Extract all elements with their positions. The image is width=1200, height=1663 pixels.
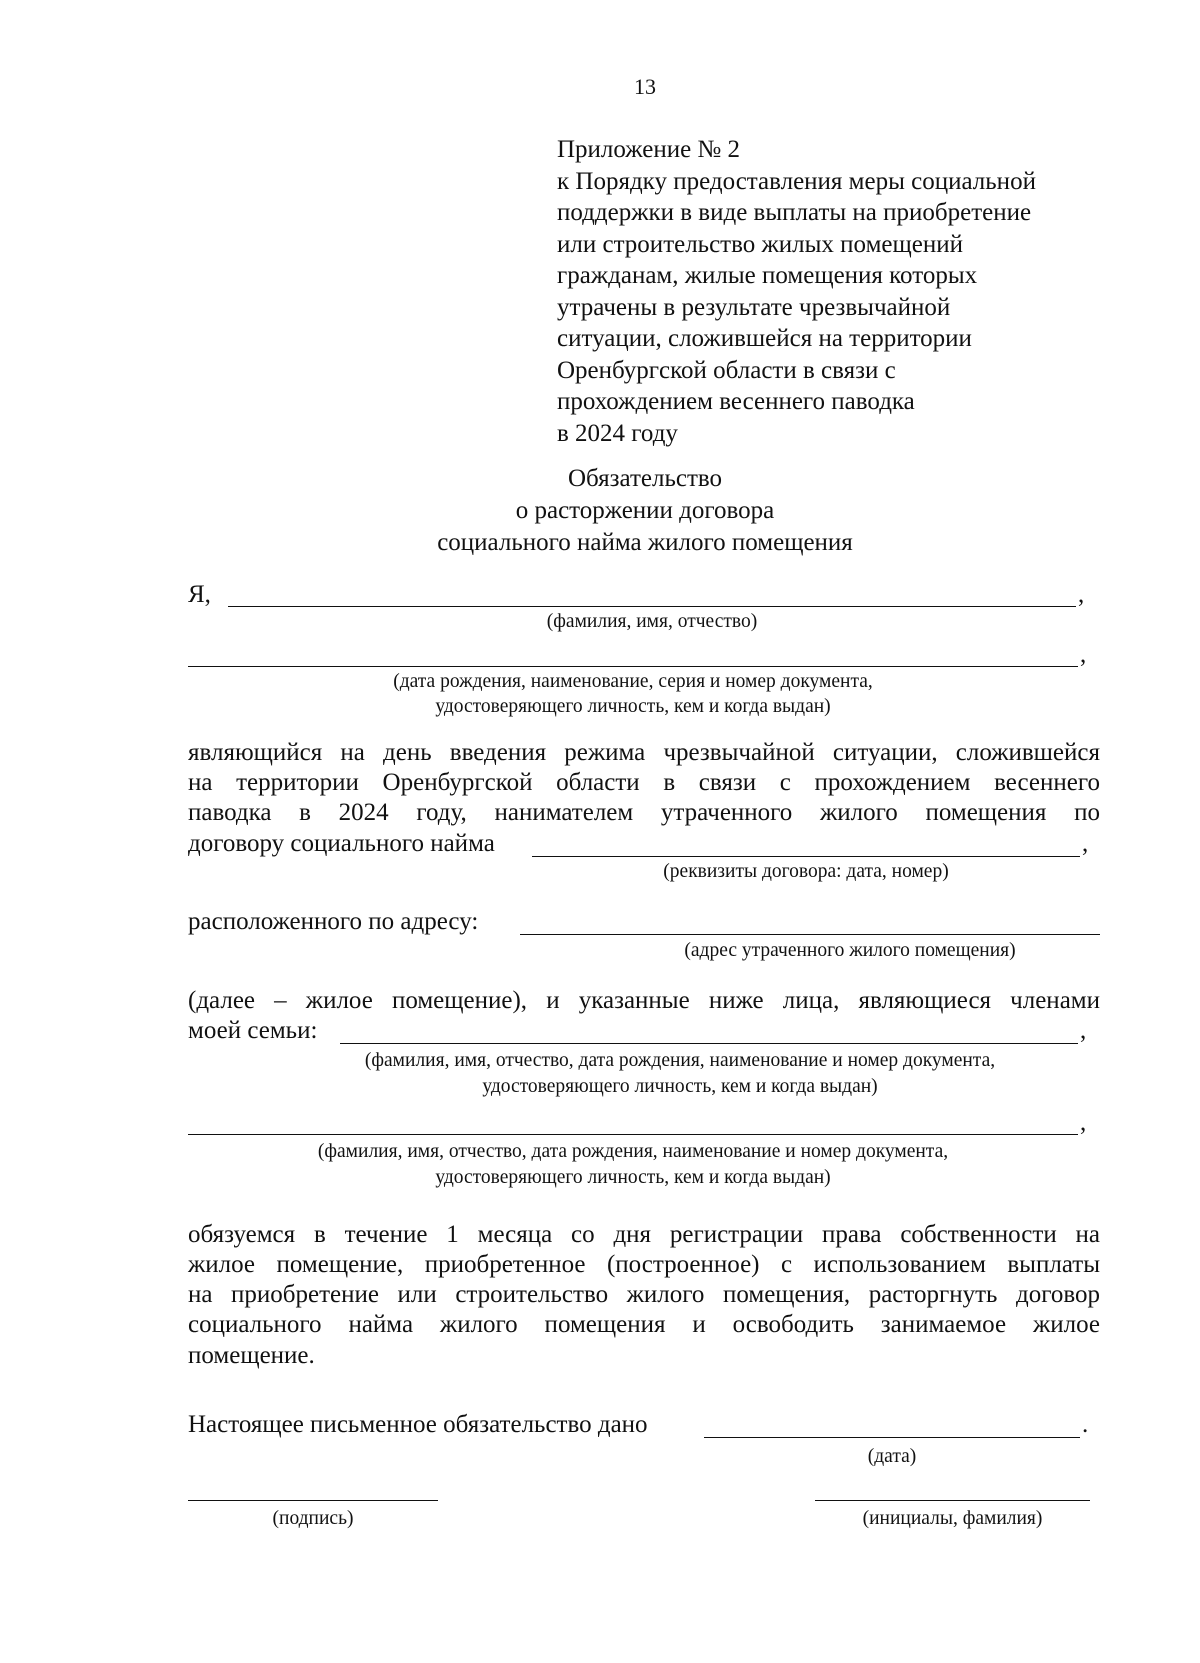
appendix-line: в 2024 году: [557, 419, 678, 447]
appendix-line: или строительство жилых помещений: [557, 230, 963, 258]
paragraph-line: на территории Оренбургской области в связи с прохождением весеннего: [188, 769, 1100, 796]
appendix-line: Оренбургской области в связи с: [557, 356, 896, 384]
comma: ,: [1080, 1109, 1087, 1136]
appendix-line: утрачены в результате чрезвычайной: [557, 293, 951, 321]
comma: ,: [1080, 1017, 1087, 1044]
appendix-line: поддержки в виде выплаты на приобретение: [557, 199, 1032, 226]
paragraph-line: социального найма жилого помещения и освободить занимаемое жилое: [188, 1311, 1100, 1338]
document-details-field[interactable]: [188, 666, 1078, 667]
caption-document-2: удостоверяющего личность, кем и когда выдан): [435, 696, 831, 717]
paragraph-line: помещение.: [188, 1342, 315, 1369]
initials-field[interactable]: [815, 1500, 1090, 1501]
comma: ,: [1080, 641, 1087, 668]
family-member-field[interactable]: [340, 1043, 1078, 1044]
caption-family-1: (фамилия, имя, отчество, дата рождения, наименование и номер документа,: [364, 1050, 996, 1071]
caption-contract: (реквизиты договора: дата, номер): [663, 861, 949, 882]
caption-family-2: удостоверяющего личность, кем и когда выдан): [435, 1167, 831, 1188]
appendix-header: [557, 134, 1036, 449]
document-subtitle: социального найма жилого помещения: [437, 529, 853, 556]
paragraph-line: паводка в 2024 году, нанимателем утраченного жилого помещения по: [188, 799, 1100, 826]
caption-address: (адрес утраченного жилого помещения): [684, 940, 1016, 961]
caption-fio: (фамилия, имя, отчество): [546, 611, 758, 632]
caption-signature: (подпись): [272, 1508, 354, 1529]
caption-initials: (инициалы, фамилия): [862, 1508, 1043, 1529]
fio-field[interactable]: [228, 606, 1076, 607]
document-title: Обязательство: [567, 465, 723, 492]
comma: ,: [1078, 581, 1085, 608]
given-label: Настоящее письменное обязательство дано: [188, 1411, 648, 1438]
contract-details-field[interactable]: [532, 856, 1080, 857]
appendix-line: ситуации, сложившейся на территории: [557, 325, 972, 352]
paragraph-line: на приобретение или строительство жилого помещения, расторгнуть договор: [188, 1281, 1100, 1308]
comma: ,: [1082, 830, 1089, 857]
family-label: моей семьи:: [188, 1017, 318, 1044]
ya-label: Я,: [188, 581, 211, 608]
contract-label: договору социального найма: [188, 830, 495, 857]
page-number: 13: [634, 74, 656, 99]
appendix-line: прохождением весеннего паводка: [557, 388, 915, 415]
document-subtitle: о расторжении договора: [515, 497, 775, 524]
caption-document-1: (дата рождения, наименование, серия и номер документа,: [393, 671, 873, 692]
paragraph-line: обязуемся в течение 1 месяца со дня регистрации права собственности на: [188, 1221, 1100, 1248]
appendix-line: гражданам, жилые помещения которых: [557, 262, 978, 289]
caption-family-1: удостоверяющего личность, кем и когда выдан): [482, 1076, 878, 1097]
paragraph-line: являющийся на день введения режима чрезвычайной ситуации, сложившейся: [188, 739, 1100, 766]
date-field[interactable]: [704, 1437, 1080, 1438]
address-label: расположенного по адресу:: [188, 908, 479, 935]
paragraph-line: (далее – жилое помещение), и указанные ниже лица, являющиеся членами: [188, 987, 1100, 1014]
paragraph-line: жилое помещение, приобретенное (построенное) с использованием выплаты: [188, 1251, 1100, 1278]
appendix-line: к Порядку предоставления меры социальной: [557, 167, 1036, 195]
caption-date: (дата): [867, 1446, 917, 1467]
period: .: [1082, 1411, 1089, 1438]
address-field[interactable]: [520, 934, 1100, 935]
appendix-line: Приложение № 2: [557, 136, 741, 163]
signature-field[interactable]: [188, 1500, 438, 1501]
family-member-field[interactable]: [188, 1134, 1078, 1135]
caption-family-2: (фамилия, имя, отчество, дата рождения, наименование и номер документа,: [317, 1141, 949, 1162]
